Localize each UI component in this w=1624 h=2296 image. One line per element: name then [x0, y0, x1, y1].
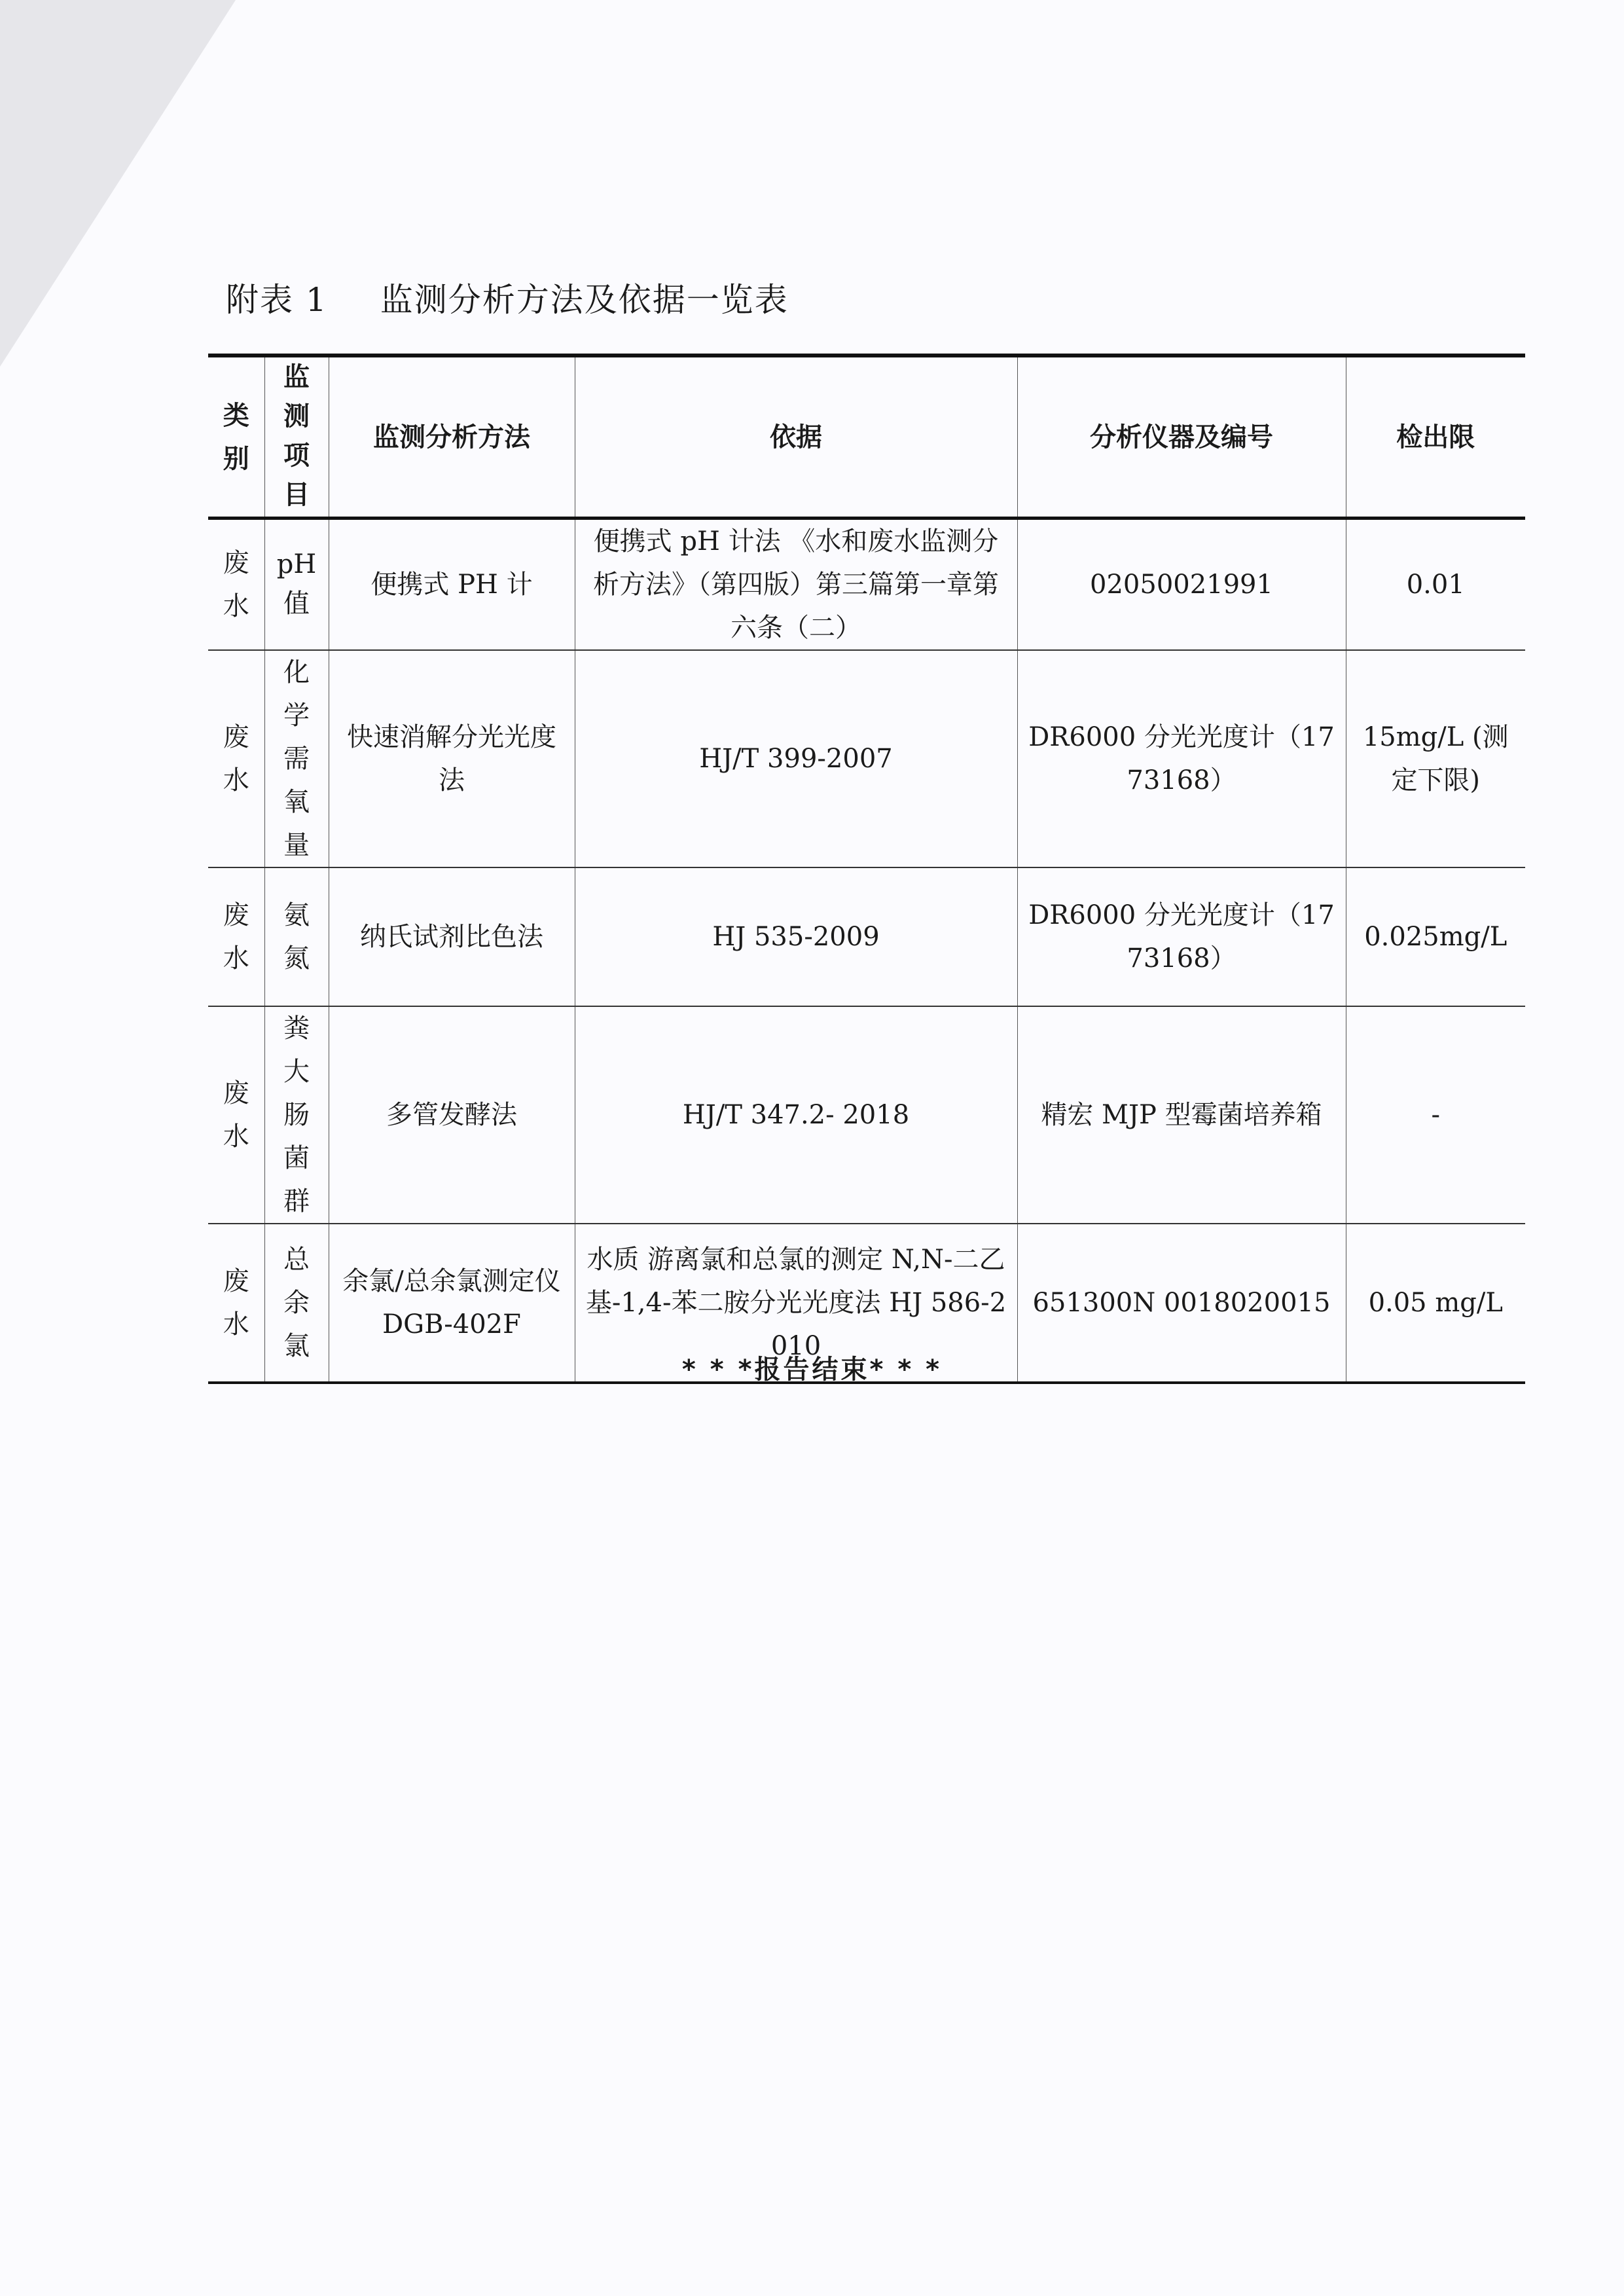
caption-label: 附表 1: [226, 281, 328, 319]
cell-category: 废水: [208, 1224, 264, 1383]
cell-limit: -: [1346, 1006, 1525, 1224]
cell-basis: HJ 535-2009: [575, 867, 1017, 1006]
scan-edge-shadow: [0, 0, 236, 367]
cell-method: 纳氏试剂比色法: [329, 867, 575, 1006]
cell-category: 废水: [208, 519, 264, 651]
table-row: [208, 650, 1525, 867]
cell-limit: 0.01: [1346, 519, 1525, 651]
cell-method: 多管发酵法: [329, 1006, 575, 1224]
cell-basis: HJ/T 399-2007: [575, 650, 1017, 867]
cell-instrument: DR6000 分光光度计（1773168）: [1017, 650, 1346, 867]
cell-instrument: 651300N 0018020015: [1017, 1224, 1346, 1383]
table-row: [208, 867, 1525, 1006]
cell-limit: 0.025mg/L: [1346, 867, 1525, 1006]
table-row: [208, 519, 1525, 651]
report-end-mark: * * *报告结束* * *: [681, 1355, 943, 1385]
header-item: 监测项目: [264, 355, 329, 519]
cell-category: 废水: [208, 867, 264, 1006]
header-category: 类别: [208, 355, 264, 519]
cell-instrument: 精宏 MJP 型霉菌培养箱: [1017, 1006, 1346, 1224]
cell-limit: 0.05 mg/L: [1346, 1224, 1525, 1383]
header-basis: 依据: [575, 355, 1017, 519]
table-header-row: [208, 355, 1525, 519]
cell-basis: 便携式 pH 计法 《水和废水监测分析方法》（第四版）第三篇第一章第六条（二）: [575, 519, 1017, 651]
cell-limit: 15mg/L (测定下限): [1346, 650, 1525, 867]
cell-basis: 水质 游离氯和总氯的测定 N,N-二乙基-1,4-苯二胺分光光度法 HJ 586-2010: [575, 1224, 1017, 1383]
cell-method: 快速消解分光光度法: [329, 650, 575, 867]
cell-category: 废水: [208, 1006, 264, 1224]
cell-item: 总余氯: [264, 1224, 329, 1383]
cell-method: 便携式 PH 计: [329, 519, 575, 651]
cell-category: 废水: [208, 650, 264, 867]
table-row: [208, 1006, 1525, 1224]
table-caption: [226, 274, 789, 321]
cell-instrument: 02050021991: [1017, 519, 1346, 651]
cell-item: 化学需氧量: [264, 650, 329, 867]
cell-item: pH值: [264, 519, 329, 651]
header-method: 监测分析方法: [329, 355, 575, 519]
cell-item: 粪大肠菌群: [264, 1006, 329, 1224]
caption-title: 监测分析方法及依据一览表: [380, 281, 789, 319]
cell-method: 余氯/总余氯测定仪 DGB-402F: [329, 1224, 575, 1383]
cell-item: 氨氮: [264, 867, 329, 1006]
methods-table: [208, 354, 1525, 1384]
cell-basis: HJ/T 347.2- 2018: [575, 1006, 1017, 1224]
header-limit: 检出限: [1346, 355, 1525, 519]
cell-instrument: DR6000 分光光度计（1773168）: [1017, 867, 1346, 1006]
header-instrument: 分析仪器及编号: [1017, 355, 1346, 519]
